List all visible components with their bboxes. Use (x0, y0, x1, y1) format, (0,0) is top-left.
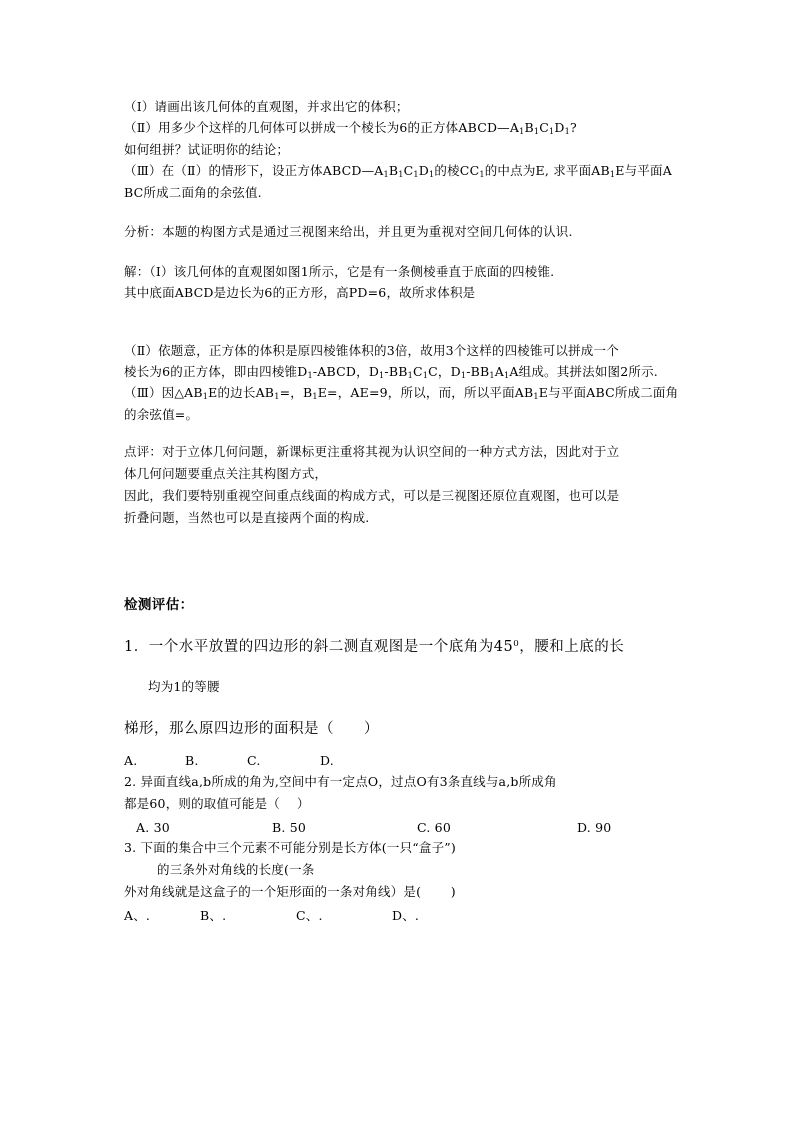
question-part-2: （Ⅱ）用多少个这样的几何体可以拼成一个棱长为6的正方体$ABCD—A_1B_1C_1D_1$? (124, 120, 577, 137)
problem-3-option-c: C、. (296, 908, 323, 923)
problem-3-line-2: 的三条外对角线的长度(一条 (157, 862, 315, 877)
problem-3-line-3: 外对角线就是这盒子的一个矩形面的一条对角线）是( ) (124, 884, 456, 899)
comment-line-3: 因此，我们要特别重视空间重点线面的构成方式，可以是三视图还原位直观图，也可以是 (124, 488, 620, 503)
solution-line-4: 棱长为6的正方体，即由四棱锥$D_1$-ABCD，$D_1-BB_1C_1C$，$D_1-BB_1A_1A$组成。其拼法如图2所示. (124, 364, 658, 381)
problem-2-line-1: 2. 异面直线a,b所成的角为,空间中有一定点O，过点O有3条直线与a,b所成角 (124, 774, 557, 789)
problem-1-option-b: B. (185, 753, 199, 768)
solution-line-1: 解：（Ⅰ）该几何体的直观图如图1所示，它是有一条侧棱垂直于底面的四棱锥. (124, 264, 555, 279)
problem-1-line-2: 均为1的等腰 (148, 679, 220, 694)
problem-1-option-a: A. (124, 753, 138, 768)
problem-2-line-2: 都是60，则的取值可能是（ ） (124, 796, 310, 811)
solution-line-2: 其中底面ABCD是边长为6的正方形，高PD=6，故所求体积是 (124, 285, 476, 300)
question-part-2-continued: 如何组拼？试证明你的结论； (124, 142, 290, 157)
problem-3-option-b: B、. (200, 908, 227, 923)
problem-1-option-c: C. (247, 753, 261, 768)
solution-line-3: （Ⅱ）依题意，正方体的体积是原四棱锥体积的3倍，故用3个这样的四棱锥可以拼成一个 (124, 343, 619, 358)
problem-3-option-d: D、. (392, 908, 420, 923)
problem-3-option-a: A、. (124, 908, 151, 923)
evaluation-heading: 检测评估： (124, 597, 194, 613)
comment-line-1: 点评：对于立体几何问题，新课标更注重将其视为认识空间的一种方式方法，因此对于立 (124, 444, 620, 459)
problem-2-option-d: D. 90 (577, 820, 612, 835)
problem-2-option-c: C. 60 (417, 820, 451, 835)
problem-3-line-1: 3. 下面的集合中三个元素不可能分别是长方体(一只“盒子”) (124, 840, 456, 855)
comment-line-4: 折叠问题，当然也可以是直接两个面的构成. (124, 510, 370, 525)
problem-2-option-b: B. 50 (272, 820, 307, 835)
question-part-3-continued: BC所成二面角的余弦值. (124, 185, 262, 200)
problem-1-line-3: 梯形，那么原四边形的面积是（ ） (124, 721, 379, 737)
question-part-3: （Ⅲ）在（Ⅱ）的情形下，设正方体$ABCD—A_1B_1C_1D_1$的棱$CC_1$的中点为E, 求平面$AB_1E$与平面A (124, 163, 672, 180)
solution-line-5: （Ⅲ）因$\triangle AB_1E$的边长$AB_1=$，$B_1E=$，AE=9，所以，而，所以平面$AB_1E$与平面ABC所成二面角 (124, 385, 679, 402)
question-part-1: （Ⅰ）请画出该几何体的直观图，并求出它的体积； (124, 99, 409, 114)
problem-1-option-d: D. (320, 753, 334, 768)
solution-line-6: 的余弦值=。 (124, 407, 199, 422)
comment-line-2: 体几何问题要重点关注其构图方式， (124, 466, 328, 481)
problem-1-line-1: 1．一个水平放置的四边形的斜二测直观图是一个底角为$45^0$，腰和上底的长 (124, 638, 625, 655)
problem-2-option-a: A. 30 (136, 820, 170, 835)
analysis-paragraph: 分析：本题的构图方式是通过三视图来给出，并且更为重视对空间几何体的认识. (124, 224, 573, 239)
